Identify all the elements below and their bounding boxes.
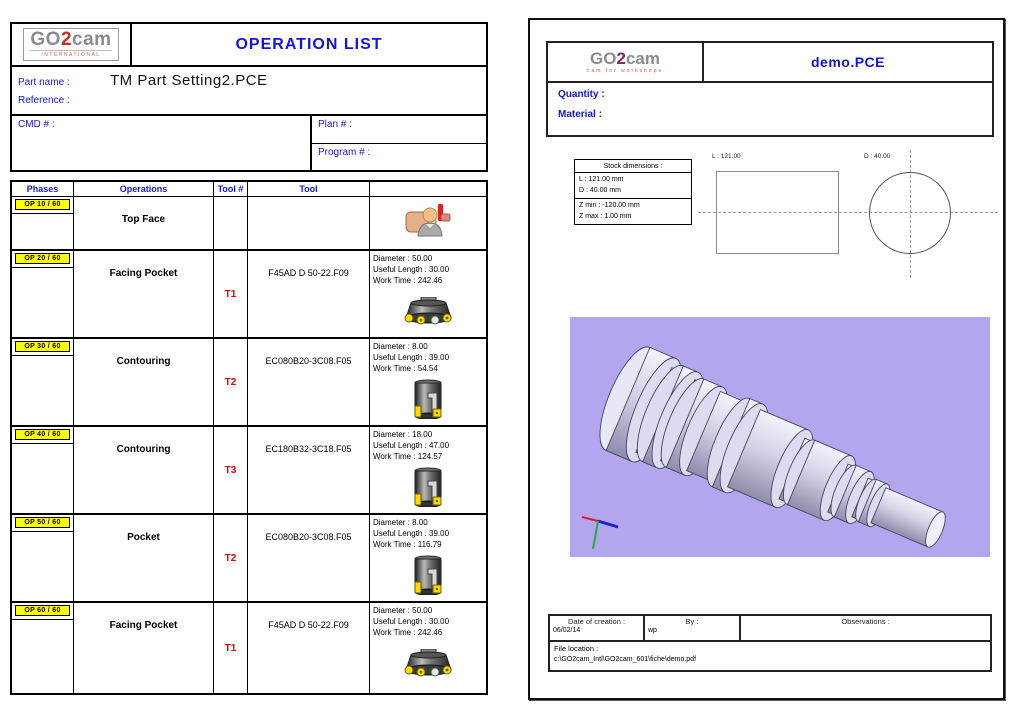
header-operations: Operations (74, 182, 214, 196)
tool-diameter: Diameter : 50.00 (373, 606, 433, 615)
go2cam-logo-text: GO2cam (30, 29, 112, 50)
file-location-label: File location : (554, 644, 599, 653)
tool-reference: F45AD D 50-22.F09 (248, 251, 370, 337)
stock-diameter: D : 40.00 mm (579, 186, 622, 194)
tool-work-time: Work Time : 54.54 (373, 364, 438, 374)
tool-number: T2 (224, 376, 237, 388)
go2cam-logo (12, 24, 132, 65)
header-info-table (10, 22, 488, 172)
tool-reference: EC080B20-3C08.F05 (248, 515, 370, 601)
tool-reference: F45AD D 50-22.F09 (248, 603, 370, 693)
operation-name: Top Face (74, 197, 214, 249)
by-label: By : (685, 617, 699, 626)
header-phases: Phases (12, 182, 74, 196)
stock-length: L : 121.00 mm (579, 176, 624, 183)
tool-work-time: Work Time : 124.57 (373, 452, 443, 462)
operation-name: Pocket (74, 515, 214, 601)
stock-front-view (869, 172, 951, 254)
top-face-icon (405, 202, 451, 238)
tool-work-time: Work Time : 116.79 (373, 540, 442, 550)
tool-reference: EC080B20-3C08.F05 (248, 339, 370, 425)
tool-number: T1 (224, 288, 237, 300)
stock-zmax: Z max : 1.00 mm (579, 212, 632, 220)
cmd-label: CMD # : (12, 116, 312, 170)
table-row (12, 427, 486, 515)
tool-work-time: Work Time : 242.46 (373, 628, 443, 638)
tool-number: T3 (224, 464, 237, 476)
phase-badge: OP 50 / 60 (15, 517, 70, 528)
operation-name: Facing Pocket (74, 603, 214, 693)
endmill-tool-icon (412, 467, 444, 507)
part-3d-viewport (570, 317, 990, 557)
observations-label: Observations : (841, 617, 890, 626)
tool-useful-length: Useful Length : 39.00 (373, 353, 450, 363)
axis-triad-icon (578, 511, 624, 553)
phase-badge: OP 10 / 60 (15, 199, 70, 210)
tool-useful-length: Useful Length : 30.00 (373, 265, 450, 275)
phase-badge: OP 20 / 60 (15, 253, 70, 264)
phase-badge: OP 60 / 60 (15, 605, 70, 616)
date-of-creation-label: Date of creation : (567, 617, 626, 626)
phase-badge: OP 40 / 60 (15, 429, 70, 440)
phase-badge: OP 30 / 60 (15, 341, 70, 352)
date-of-creation-value: 06/02/14 (553, 627, 581, 634)
part-sheet-page (528, 18, 1005, 700)
operation-list-page (10, 22, 488, 695)
operation-name: Contouring (74, 339, 214, 425)
stock-dimensions-box (574, 159, 692, 225)
length-dimension-label: L : 121.00 (712, 153, 741, 160)
stock-side-view (716, 171, 839, 254)
tool-number: T1 (224, 642, 237, 654)
endmill-tool-icon (412, 555, 444, 595)
table-row (12, 515, 486, 603)
go2cam-logo (548, 43, 704, 81)
table-row (12, 197, 486, 251)
tool-reference: EC180B32-3C18.F05 (248, 427, 370, 513)
tool-diameter: Diameter : 8.00 (373, 342, 428, 351)
tool-work-time: Work Time : 242.46 (373, 276, 443, 286)
tool-useful-length: Useful Length : 30.00 (373, 617, 450, 627)
endmill-tool-icon (412, 379, 444, 419)
operation-name: Contouring (74, 427, 214, 513)
tool-reference (248, 197, 370, 249)
page-title: OPERATION LIST (235, 35, 383, 53)
table-row (12, 251, 486, 339)
diameter-dimension-label: D : 40.00 (864, 153, 891, 160)
header-tool: Tool (248, 182, 370, 196)
file-location-value: c:\GO2cam_Intl\GO2cam_601\fiche\demo.pdf (554, 656, 697, 663)
tool-diameter: Diameter : 8.00 (373, 518, 428, 527)
tool-diameter: Diameter : 18.00 (373, 430, 433, 439)
facemill-tool-icon (403, 297, 454, 325)
part-name-label: Part name : (18, 77, 70, 88)
table-row (12, 603, 486, 693)
logo-tagline: cam for workshops (587, 68, 663, 74)
tool-diameter: Diameter : 50.00 (373, 254, 433, 263)
facemill-tool-icon (403, 649, 454, 677)
stock-dimensions-title: Stock dimensions : (575, 160, 691, 173)
part-name-value: TM Part Setting2.PCE (110, 72, 268, 89)
plan-label: Plan # : (312, 116, 486, 144)
tool-useful-length: Useful Length : 47.00 (373, 441, 450, 451)
part-3d-render (570, 317, 990, 557)
tool-number: T2 (224, 552, 237, 564)
material-label: Material : (558, 109, 602, 120)
operations-table-header (12, 182, 486, 197)
program-label: Program # : (318, 147, 371, 158)
part-sheet-header (546, 41, 994, 137)
reference-label: Reference : (18, 95, 70, 106)
stock-zmin: Z min : -120.00 mm (579, 202, 640, 209)
quantity-label: Quantity : (558, 89, 605, 100)
title-block-footer (548, 614, 992, 672)
tool-useful-length: Useful Length : 39.00 (373, 529, 450, 539)
header-tool-number: Tool # (214, 182, 248, 196)
by-value: wp (648, 627, 657, 634)
operations-table (10, 180, 488, 695)
table-row (12, 339, 486, 427)
part-file-title: demo.PCE (810, 54, 885, 70)
go2cam-logo-text: GO2cam (590, 49, 660, 68)
header-details (370, 182, 486, 196)
logo-tagline: INTERNATIONAL (30, 50, 111, 58)
operation-name: Facing Pocket (74, 251, 214, 337)
